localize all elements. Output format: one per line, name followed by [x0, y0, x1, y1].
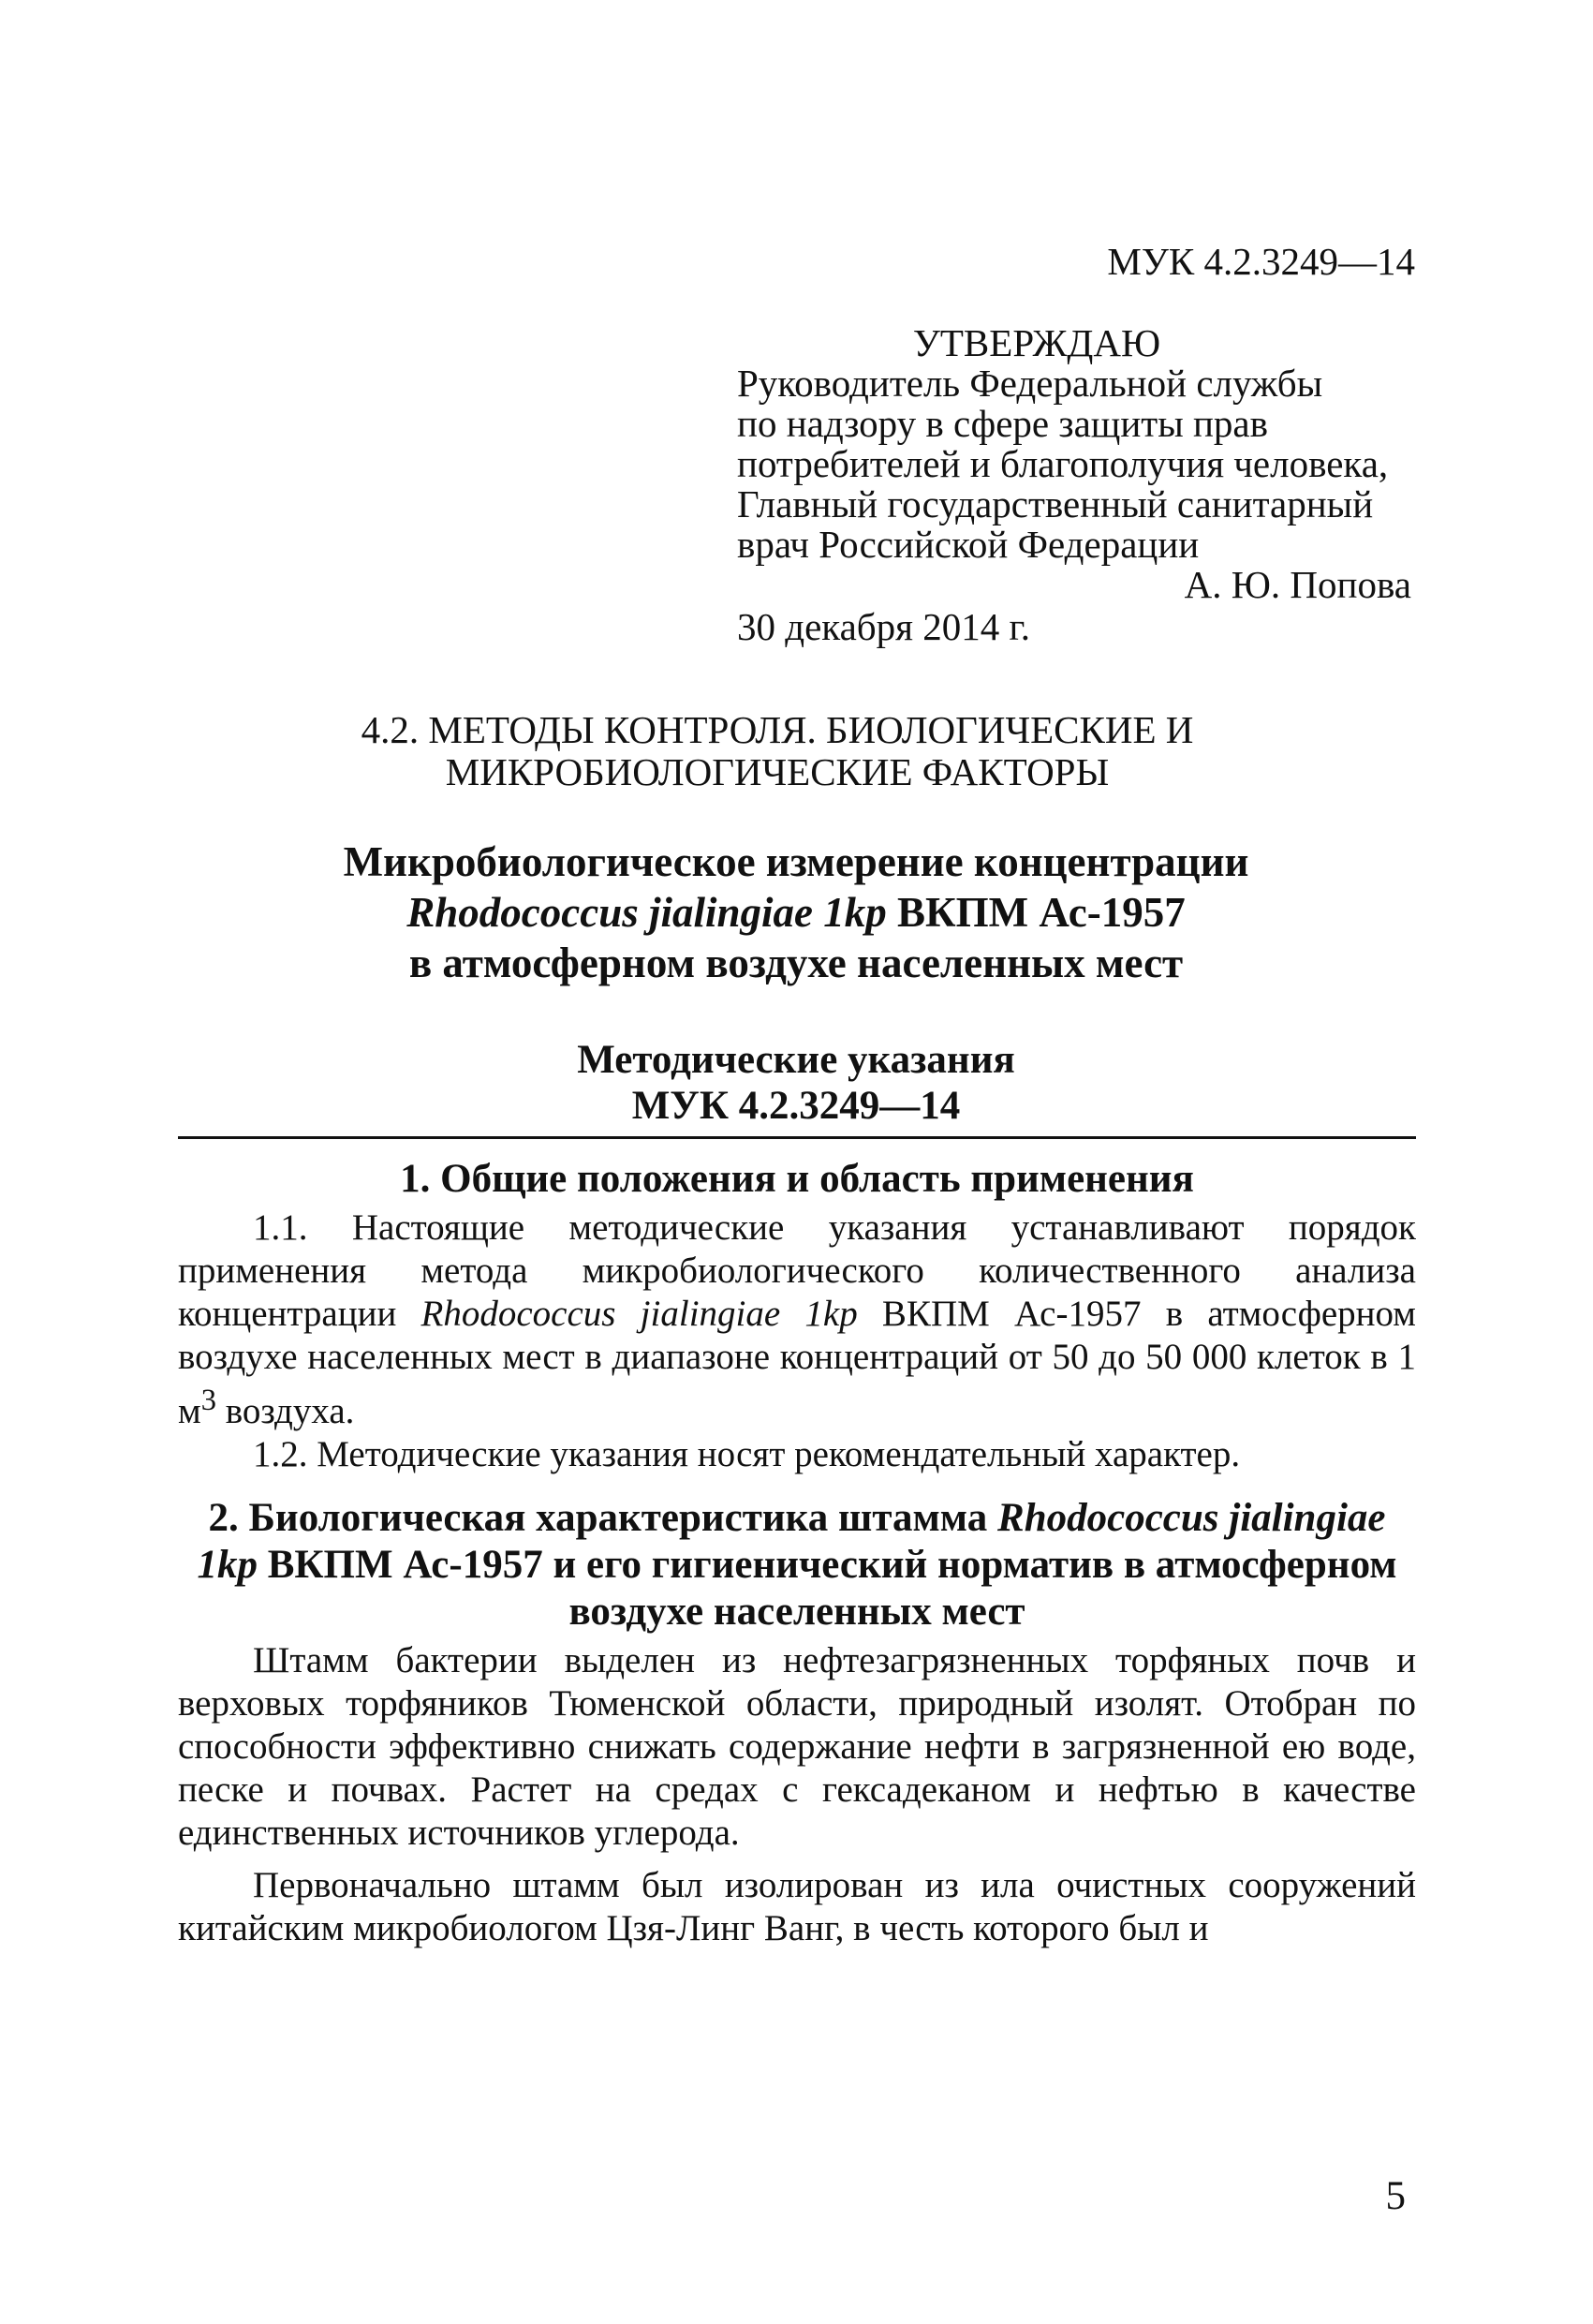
section-heading-line: МИКРОБИОЛОГИЧЕСКИЕ ФАКТОРЫ — [445, 750, 1110, 793]
title-line — [215, 887, 1377, 938]
species-name: Rhodococcus jialingiae 1kp — [420, 1294, 858, 1334]
section-1-heading: 1. Общие положения и область применения — [400, 1157, 1194, 1201]
species-name: Rhodococcus jialingiae 1kp — [197, 1496, 1386, 1587]
section-2-heading: 2. Биологическая характеристика штамма Rhodococcus jialingiae 1kp ВКПМ Ас-1957 и его гигиенический норматив в атмосферном воздухе населенных мест — [197, 1496, 1397, 1634]
title-line: Микробиологическое измерение концентрации — [343, 838, 1249, 885]
page-number: 5 — [1385, 2174, 1406, 2218]
section-heading-line: 4.2. МЕТОДЫ КОНТРОЛЯ. БИОЛОГИЧЕСКИЕ И — [361, 708, 1194, 751]
approval-line: Руководитель Федеральной службы — [737, 362, 1323, 405]
document-title — [215, 836, 1377, 988]
title-species: Rhodococcus jialingiae 1kp — [406, 889, 887, 936]
section-2-paragraph: Первоначально штамм был изолирован из ила очистных сооружений китайским микробиологом Цзя-Линг Ванг, в честь которого был и — [178, 1865, 1416, 1948]
section-1-paragraph: 1.2. Методические указания носят рекомендательный характер. — [253, 1434, 1241, 1474]
guidelines-label: Методические указания — [577, 1038, 1015, 1082]
section-1-paragraph: 1.1. Настоящие методические указания устанавливают порядок применения метода микробиологического количественного анализа концентрации Rhodococcus jialingiae 1kp ВКПМ Ас-1957 в атмосферном воздухе населенных мест в диапазоне концентраций от 50 до 50 000 клеток в 1 $м^3$ воздуха. — [178, 1207, 1416, 1431]
document-body — [178, 1156, 1416, 1950]
approval-line: потребителей и благополучия человека, — [737, 442, 1389, 485]
guidelines-title — [215, 1037, 1377, 1129]
guidelines-code: МУК 4.2.3249—14 — [631, 1084, 961, 1128]
document-code: МУК 4.2.3249—14 — [1107, 240, 1415, 283]
approval-line: по надзору в сфере защиты прав — [737, 402, 1268, 445]
title-strain: ВКПМ Ас-1957 — [886, 889, 1186, 936]
divider-rule — [178, 1136, 1416, 1139]
superscript: 3 — [200, 1384, 216, 1417]
approval-line: Главный государственный санитарный — [737, 482, 1374, 525]
title-line: в атмосферном воздухе населенных мест — [408, 940, 1184, 986]
approval-signer: А. Ю. Попова — [1184, 563, 1411, 606]
section-2-paragraph: Штамм бактерии выделен из нефтезагрязненных торфяных почв и верховых торфяников Тюменской области, природный изолят. Отобран по способности эффективно снижать содержание нефти в загрязненной ею воде, песке и почвах. Растет на средах с гексадеканом и нефтью в качестве единственных источников углерода. — [178, 1640, 1416, 1853]
approval-date: 30 декабря 2014 г. — [737, 605, 1030, 648]
approval-line: врач Российской Федерации — [737, 523, 1200, 566]
approval-word: УТВЕРЖДАЮ — [912, 321, 1161, 364]
section-heading — [215, 709, 1339, 793]
approval-block — [737, 323, 1411, 647]
